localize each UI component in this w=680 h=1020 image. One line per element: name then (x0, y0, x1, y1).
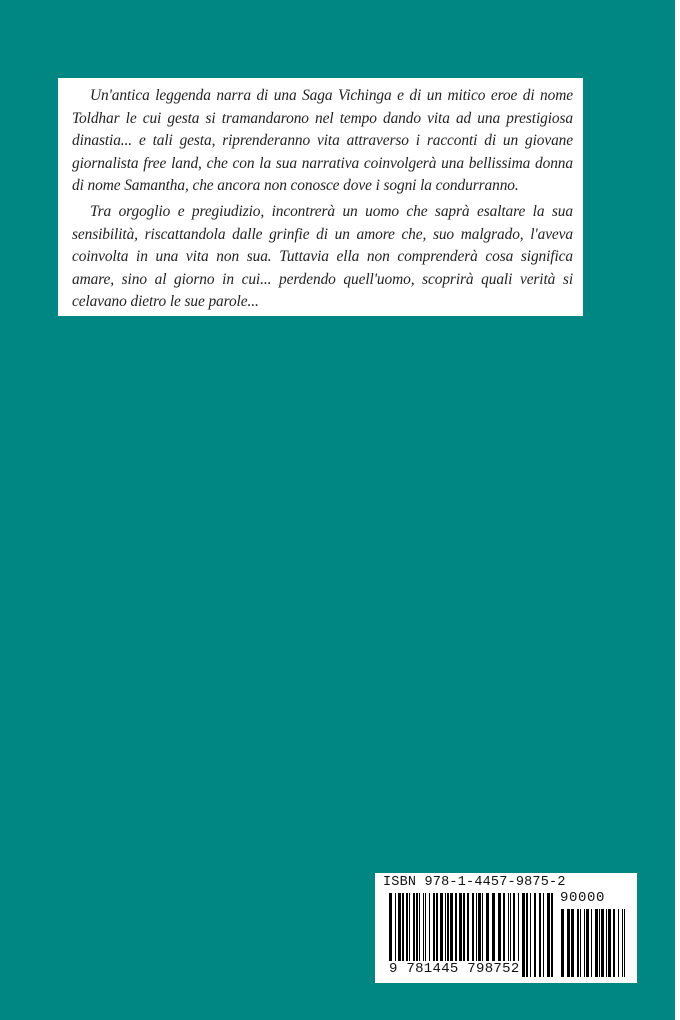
barcode-bar (547, 893, 550, 977)
barcode-bar (586, 909, 589, 977)
barcode-bar (551, 893, 553, 977)
barcode-bar (624, 909, 625, 977)
price-code-label: 90000 (560, 890, 606, 906)
barcode-bar (599, 909, 600, 977)
barcode-bar (571, 909, 574, 977)
barcode-bar (534, 893, 536, 977)
barcode-bar (591, 909, 592, 977)
barcode-bar (539, 893, 541, 977)
barcode-bar (606, 909, 607, 977)
barcode-bar (567, 909, 570, 977)
barcode-bar (584, 909, 585, 977)
blurb-panel (58, 78, 583, 316)
barcode-bar (618, 909, 619, 977)
barcode-bar (580, 909, 581, 977)
barcode-bar (561, 909, 564, 977)
barcode-bar (543, 893, 544, 977)
ean-digits: 9 781445 798752 (389, 961, 520, 977)
barcode-bar (622, 909, 623, 977)
barcode-bar (530, 893, 531, 977)
blurb-paragraph-1: Un'antica leggenda narra di una Saga Vichinga e di un mitico eroe di nome Toldhar le cui gesta si tramandarono nel tempo dando vita ad una prestigiosa dinastia... e tali gesta, riprenderanno vita attraverso i racconti di un giovane giornalista free land, che con la sua narrativa coinvolgerà una bellissima donna di nome Samantha, che ancora non conosce dove i sogni la condurranno. (72, 87, 573, 195)
isbn-label: ISBN 978-1-4457-9875-2 (383, 875, 566, 890)
blurb-paragraph-2: Tra orgoglio e pregiudizio, incontrerà un uomo che saprà esaltare la sua sensibilità, riscattandola dalle grinfie di un amore che, suo malgrado, l'aveva coinvolta in una vita non sua. Tuttavia ella non comprenderà cosa significa amare, sino al giorno in cui... perdendo quell'uomo, scoprirà quali verità si celavano dietro le sue parole... (72, 202, 573, 311)
barcode-bar (522, 893, 525, 977)
barcode-bar (526, 893, 528, 977)
barcode-bar (613, 909, 615, 977)
barcode-bar (608, 909, 611, 977)
barcode-bar (577, 909, 579, 977)
barcode-bar (595, 909, 598, 977)
barcode-bar (601, 909, 604, 977)
isbn-barcode (375, 873, 637, 983)
